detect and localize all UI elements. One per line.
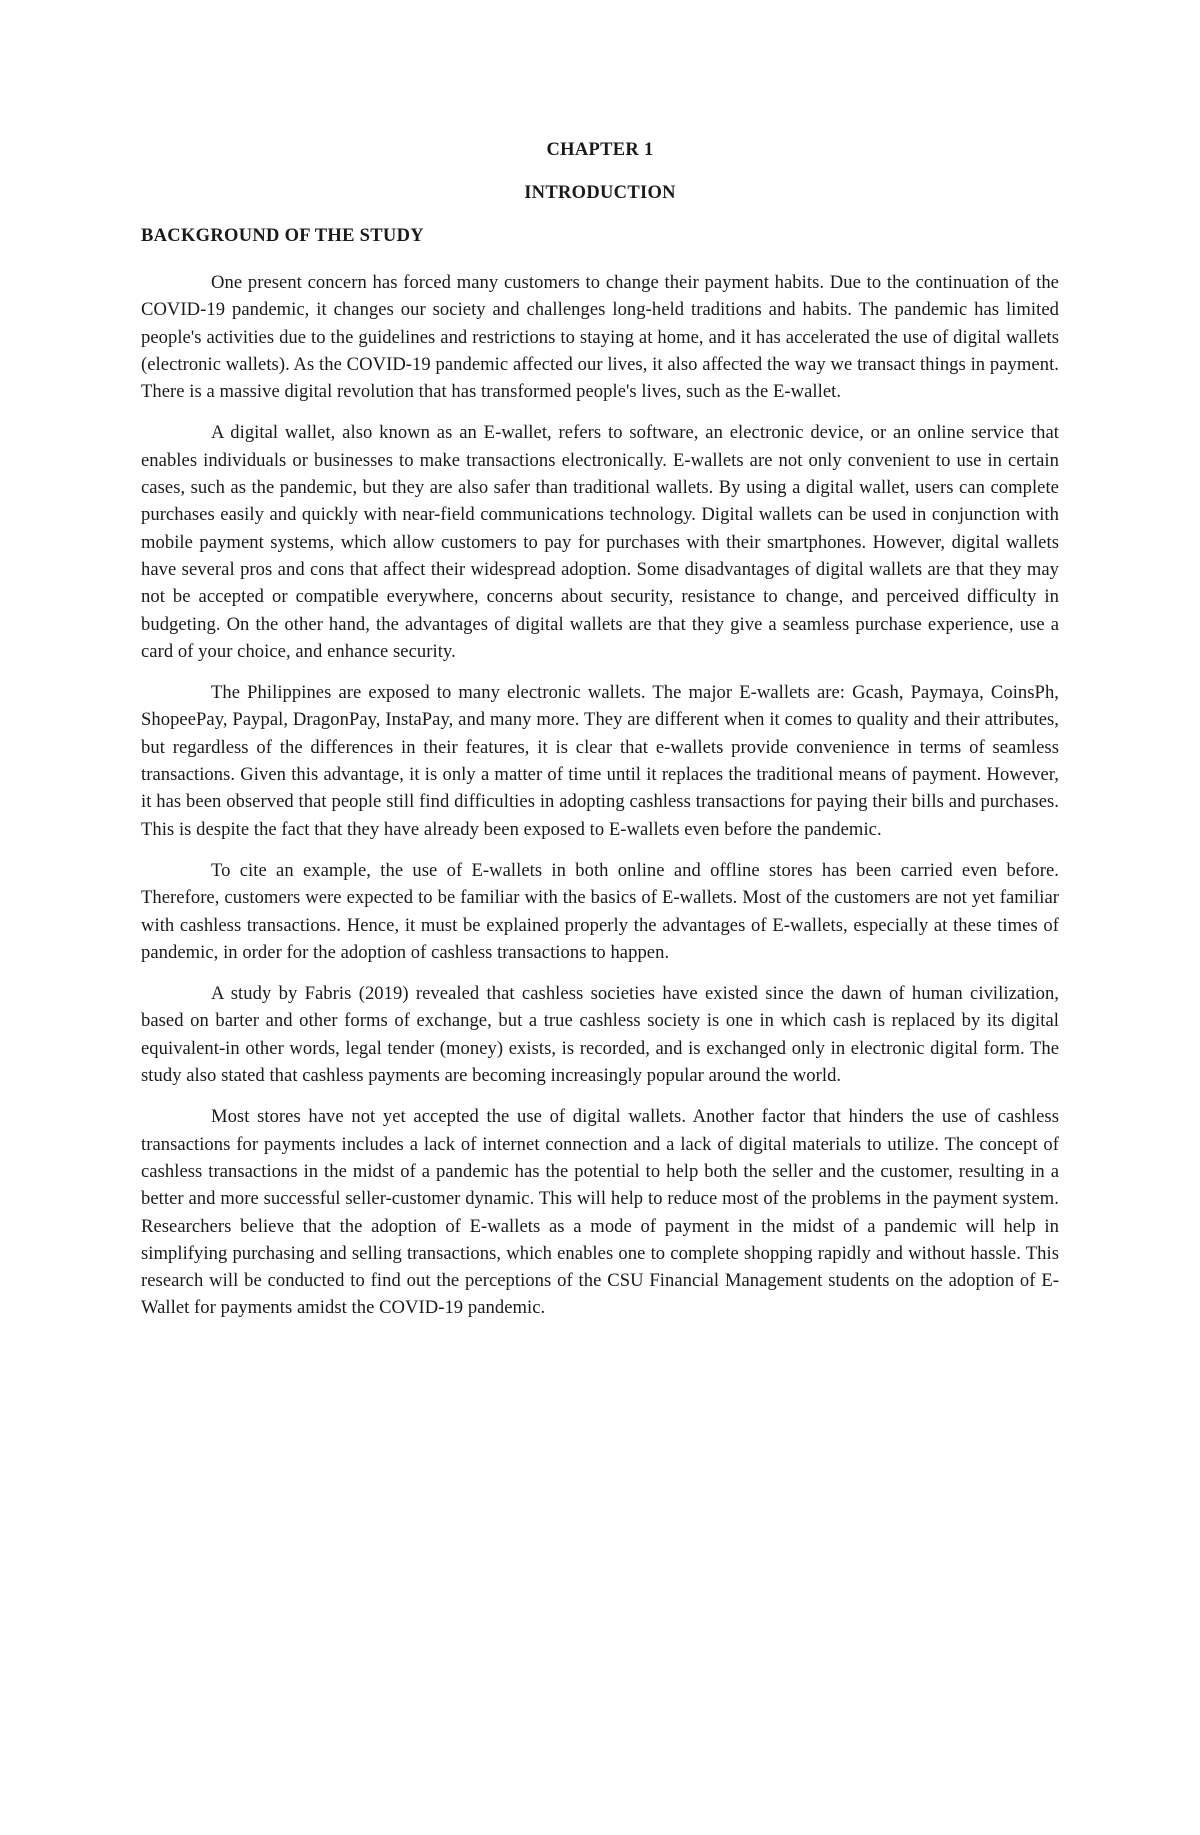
paragraph-3: The Philippines are exposed to many electronic wallets. The major E-wallets are: Gcash, Paymaya, CoinsPh, ShopeePay, Paypal, DragonPay, InstaPay, and many more. They are different when it comes to quality and their attributes, but regardless of the differences in their features, it is clear that e-wallets provide convenience in terms of seamless transactions. Given this advantage, it is only a matter of time until it replaces the traditional means of payment. However, it has been observed that people still find difficulties in adopting cashless transactions for paying their bills and purchases. This is despite the fact that they have already been exposed to E-wallets even before the pandemic. <box>141 682 1059 840</box>
paragraph-5: A study by Fabris (2019) revealed that cashless societies have existed since the dawn of human civilization, based on barter and other forms of exchange, but a true cashless society is one in which cash is replaced by its digital equivalent-in other words, legal tender (money) exists, is recorded, and is exchanged only in electronic digital form. The study also stated that cashless payments are becoming increasingly popular around the world. <box>141 983 1059 1087</box>
body-text <box>141 269 1059 1336</box>
chapter-title: INTRODUCTION <box>524 183 676 203</box>
paragraph-4: To cite an example, the use of E-wallets in both online and offline stores has been carried even before. Therefore, customers were expected to be familiar with the basics of E-wallets. Most of the customers are not yet familiar with cashless transactions. Hence, it must be explained properly the advantages of E-wallets, especially at these times of pandemic, in order for the adoption of cashless transactions to happen. <box>141 859 1059 963</box>
chapter-label: CHAPTER 1 <box>546 140 654 160</box>
section-heading: BACKGROUND OF THE STUDY <box>141 226 424 246</box>
paragraph-2: A digital wallet, also known as an E-wallet, refers to software, an electronic device, or an online service that enables individuals or businesses to make transactions electronically. E-wallets are not only convenient to use in certain cases, such as the pandemic, but they are also safer than traditional wallets. By using a digital wallet, users can complete purchases easily and quickly with near-field communications technology. Digital wallets can be used in conjunction with mobile payment systems, which allow customers to pay for purchases with their smartphones. However, digital wallets have several pros and cons that affect their widespread adoption. Some disadvantages of digital wallets are that they may not be accepted or compatible everywhere, concerns about security, resistance to change, and perceived difficulty in budgeting. On the other hand, the advantages of digital wallets are that they give a seamless purchase experience, use a card of your choice, and enhance security. <box>141 422 1059 662</box>
paragraph-6: Most stores have not yet accepted the use of digital wallets. Another factor that hinders the use of cashless transactions for payments includes a lack of internet connection and a lack of digital materials to utilize. The concept of cashless transactions in the midst of a pandemic has the potential to help both the seller and the customer, resulting in a better and more successful seller-customer dynamic. This will help to reduce most of the problems in the payment system. Researchers believe that the adoption of E-wallets as a mode of payment in the midst of a pandemic will help in simplifying purchasing and selling transactions, which enables one to complete shopping rapidly and without hassle. This research will be conducted to find out the perceptions of the CSU Financial Management students on the adoption of E-Wallet for payments amidst the COVID-19 pandemic. <box>141 1106 1059 1319</box>
paragraph-1: One present concern has forced many customers to change their payment habits. Due to the continuation of the COVID-19 pandemic, it changes our society and challenges long-held traditions and habits. The pandemic has limited people's activities due to the guidelines and restrictions to staying at home, and it has accelerated the use of digital wallets (electronic wallets). As the COVID-19 pandemic affected our lives, it also affected the way we transact things in payment. There is a massive digital revolution that has transformed people's lives, such as the E-wallet. <box>141 272 1059 403</box>
